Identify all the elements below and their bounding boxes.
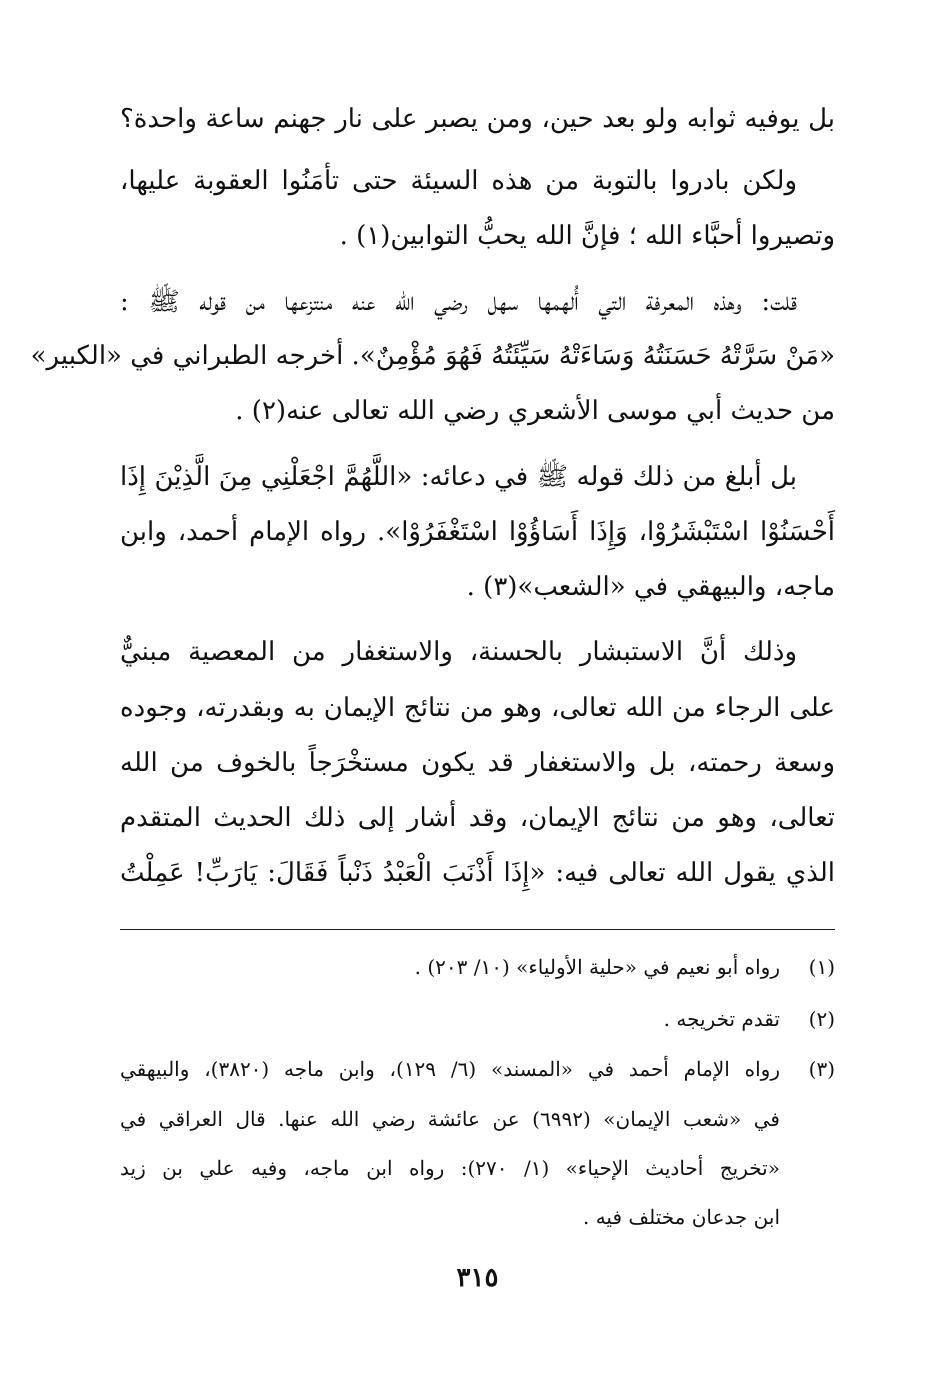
body-line: وتصيروا أحبَّاء الله ؛ فإنَّ الله يحبُّ التوابين(١) . <box>339 221 835 251</box>
footnote-separator <box>120 929 835 930</box>
body-line: وسعة رحمته، بل والاستغفار قد يكون مستخْرَجاً بالخوف من الله <box>120 748 835 778</box>
footnote-3 <box>120 1053 835 1085</box>
body-line: على الرجاء من الله تعالى، وهو من نتائج الإيمان به وبقدرته، وجوده <box>120 693 835 723</box>
footnote-text: في «شعب الإيمان» (٦٩٩٢) عن عائشة رضي الله عنها. قال العراقي في <box>120 1107 780 1131</box>
body-line: ماجه، والبيهقي في «الشعب»(٣) . <box>466 572 835 602</box>
footnote-1 <box>120 951 835 983</box>
book-page <box>30 0 835 1383</box>
body-line: قلت: وهذه المعرفة التي أُلهمها سهل رضي الله عنه منتزعها من قوله ﷺ : <box>120 287 797 317</box>
body-line: «مَنْ سَرَّتْهُ حَسَنَتُهُ وَسَاءَتْهُ سَيِّئَتُهُ فَهُوَ مُؤْمِنٌ». أخرجه الطبراني في «الكبير» <box>30 341 835 371</box>
footnote-number: (١) <box>808 955 835 979</box>
body-line: وذلك أنَّ الاستبشار بالحسنة، والاستغفار من المعصية مبنيٌّ <box>120 637 797 667</box>
body-line: أَحْسَنُوْا اسْتَبْشَرُوْا، وَإِذَا أَسَاؤُوْا اسْتَغْفَرُوْا». رواه الإمام أحمد، وابن <box>120 517 835 547</box>
page-number: ٣١٥ <box>456 1263 499 1293</box>
footnote-text: تقدم تخريجه . <box>663 1007 780 1031</box>
footnote-2 <box>120 1003 835 1035</box>
footnote-3-continued <box>120 1103 835 1135</box>
footnote-text: «تخريج أحاديث الإحياء» (١/ ٢٧٠): رواه ابن ماجه، وفيه علي بن زيد <box>120 1156 780 1180</box>
body-line: الذي يقول الله تعالى فيه: «إِذَا أَذْنَبَ الْعَبْدُ ذَنْباً فَقَالَ: يَارَبِّ! عَمِلْتُ <box>120 858 835 888</box>
body-line: بل أبلغ من ذلك قوله ﷺ في دعائه: «اللَّهُمَّ اجْعَلْنِي مِنَ الَّذِيْنَ إِذَا <box>120 462 797 492</box>
footnote-text: رواه أبو نعيم في «حلية الأولياء» (١٠/ ٢٠٣) . <box>414 955 780 979</box>
body-line: بل يوفيه ثوابه ولو بعد حين، ومن يصبر على نار جهنم ساعة واحدة؟ <box>120 104 835 134</box>
footnote-3-continued <box>120 1201 835 1233</box>
body-line: ولكن بادروا بالتوبة من هذه السيئة حتى تأمَنُوا العقوبة عليها، <box>120 166 798 196</box>
body-line: تعالى، وهو من نتائج الإيمان، وقد أشار إلى ذلك الحديث المتقدم <box>120 803 835 833</box>
footnote-number: (٣) <box>808 1057 835 1081</box>
footnote-text: ابن جدعان مختلف فيه . <box>582 1205 780 1229</box>
footnote-3-continued <box>120 1152 835 1184</box>
footnote-text: رواه الإمام أحمد في «المسند» (٦/ ١٢٩)، وابن ماجه (٣٨٢٠)، والبيهقي <box>120 1057 780 1081</box>
footnote-number: (٢) <box>808 1007 835 1031</box>
body-line: من حديث أبي موسى الأشعري رضي الله تعالى عنه(٢) . <box>235 396 835 426</box>
